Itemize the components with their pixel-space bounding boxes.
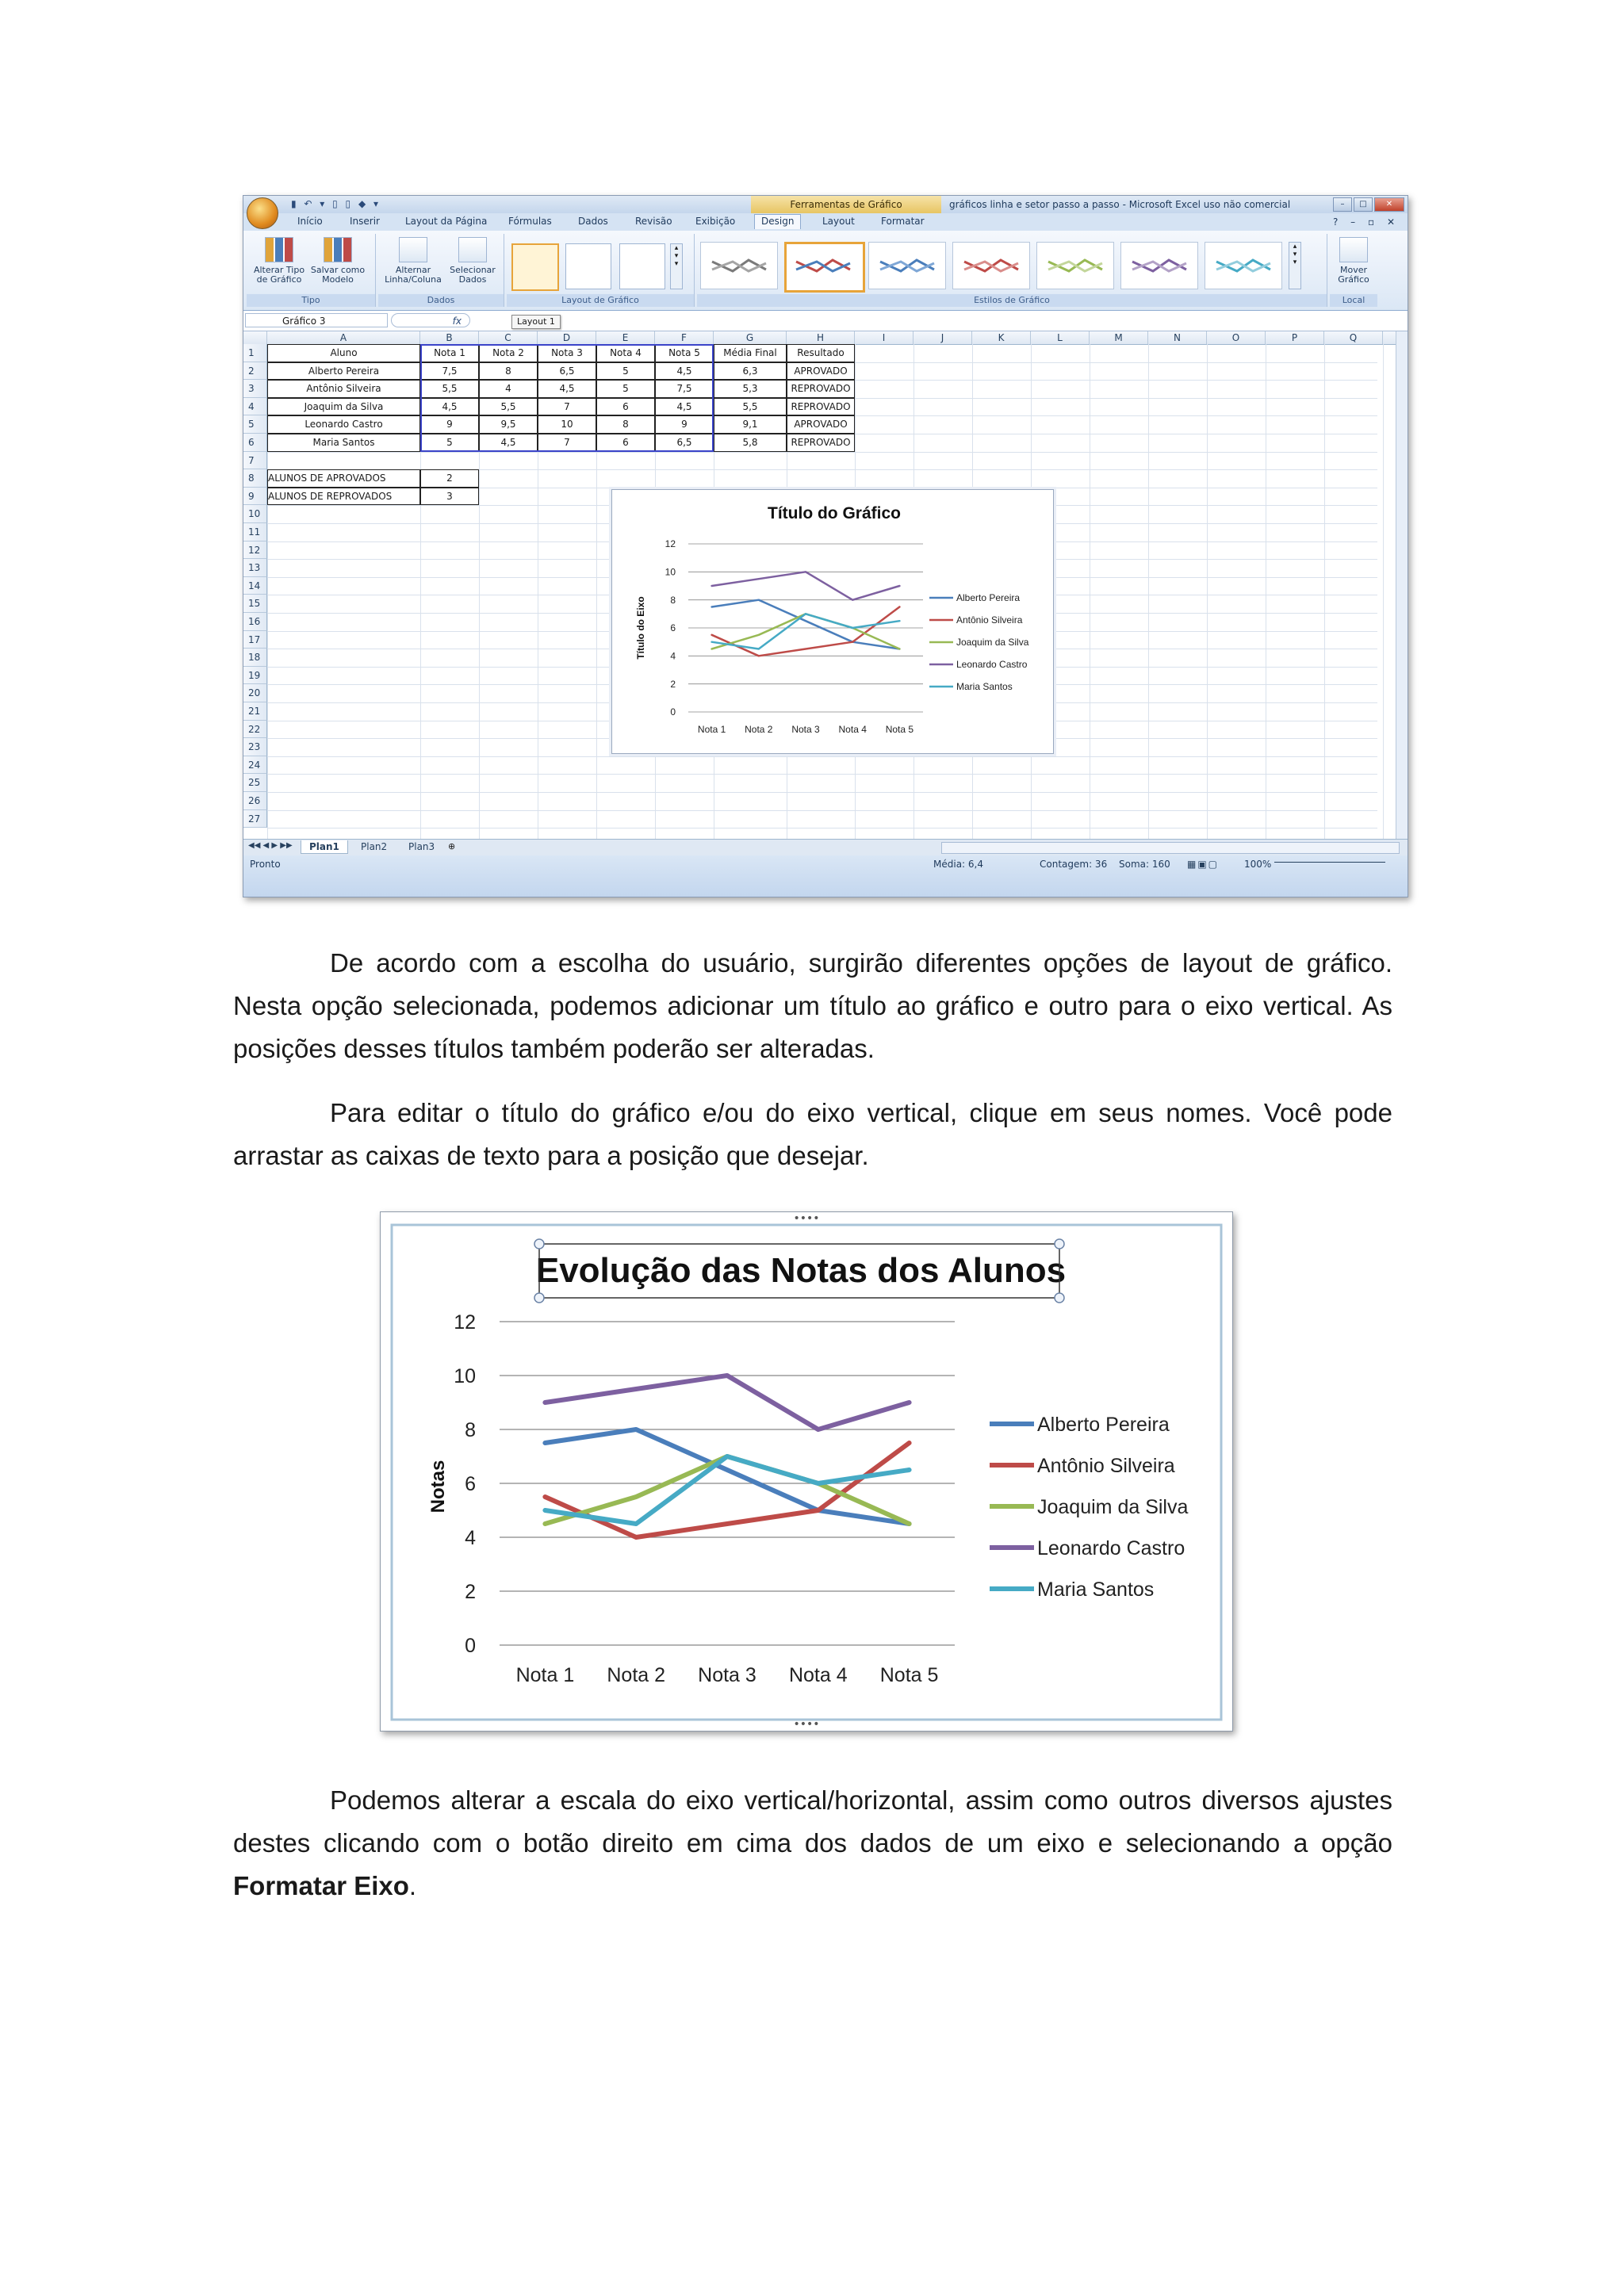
ribbon-group-layout [507, 234, 695, 307]
table-cell[interactable]: 4,5 [420, 398, 479, 416]
x-tick-label: Nota 4 [838, 724, 867, 735]
table-cell[interactable]: 6 [596, 434, 655, 452]
y-tick-label: 4 [670, 650, 676, 662]
y-tick-label: 2 [465, 1580, 476, 1603]
chart-style-3[interactable] [868, 242, 946, 289]
status-ready: Pronto [250, 859, 281, 870]
group-label-local: Local [1330, 294, 1377, 307]
ribbon-group-tipo [247, 234, 376, 307]
row-header[interactable]: 27 [243, 810, 267, 828]
resize-handle-top: •••• [793, 1212, 820, 1225]
row-header[interactable]: 2 [243, 362, 267, 381]
row-header[interactable]: 10 [243, 505, 267, 523]
switch-row-column-button[interactable]: Alternar Linha/Coluna [381, 237, 445, 285]
column-header-row [243, 331, 1396, 345]
chart-layout-2[interactable] [565, 243, 611, 289]
group-label-tipo: Tipo [247, 294, 375, 307]
table-header-cell[interactable]: Nota 3 [538, 344, 596, 362]
table-cell[interactable]: 5 [596, 380, 655, 398]
function-icon[interactable]: fx [391, 313, 470, 327]
x-tick-label: Nota 2 [607, 1664, 666, 1686]
y-tick-label: 8 [465, 1418, 476, 1441]
formula-bar [243, 312, 1408, 331]
sheet-tab-bar [243, 839, 1408, 855]
row-header[interactable]: 26 [243, 792, 267, 810]
chart-title: Título do Gráfico [768, 504, 901, 522]
minimize-icon[interactable]: – [1333, 197, 1352, 212]
table-cell[interactable]: Joaquim da Silva [267, 398, 420, 416]
chart-style-5[interactable] [1036, 242, 1114, 289]
ribbon [243, 231, 1408, 311]
ribbon-group-estilos [697, 234, 1327, 307]
column-header[interactable]: A [267, 331, 420, 344]
table-cell[interactable]: 8 [596, 415, 655, 434]
paragraph-3-text: Podemos alterar a escala do eixo vertical/horizontal, assim como outros diversos ajustes destes clicando com o botão direito em cima dos dados de um eixo e selecionando a opção [233, 1785, 1392, 1858]
gridline [267, 792, 1377, 793]
chart-tools-context-label: Ferramentas de Gráfico [751, 196, 941, 213]
column-header[interactable]: L [1031, 331, 1090, 344]
table-cell[interactable]: 9 [655, 415, 714, 434]
table-cell[interactable]: REPROVADO [787, 380, 855, 398]
legend-label: Alberto Pereira [1037, 1413, 1170, 1436]
table-cell[interactable]: 6,5 [655, 434, 714, 452]
format-axis-label: Formatar Eixo [233, 1871, 409, 1900]
chart-style-6[interactable] [1120, 242, 1198, 289]
quick-access-toolbar[interactable]: ▮ ↶ ▾ ▯ ▯ ◆ ▾ [291, 198, 381, 209]
table-header-cell[interactable]: Média Final [714, 344, 787, 362]
gridline [267, 452, 1377, 453]
row-header[interactable]: 18 [243, 649, 267, 667]
vertical-scrollbar[interactable] [1396, 331, 1408, 839]
x-tick-label: Nota 5 [885, 724, 914, 735]
y-tick-label: 0 [465, 1634, 476, 1657]
excel-screenshot [243, 195, 1408, 897]
x-tick-label: Nota 1 [515, 1664, 575, 1686]
paragraph-3 [233, 1779, 1392, 1908]
y-tick-label: 10 [665, 566, 676, 578]
zoom-slider[interactable] [1274, 862, 1385, 871]
legend-label: Alberto Pereira [956, 592, 1021, 604]
table-cell[interactable]: Leonardo Castro [267, 415, 420, 434]
save-as-template-button[interactable]: Salvar como Modelo [310, 237, 366, 285]
table-cell[interactable]: 6,5 [538, 362, 596, 381]
legend-label: Antônio Silveira [1037, 1454, 1175, 1477]
tab-inserir[interactable]: Inserir [350, 216, 380, 227]
table-cell[interactable]: APROVADO [787, 362, 855, 381]
column-header[interactable]: P [1266, 331, 1324, 344]
tab-formulas[interactable]: Fórmulas [508, 216, 552, 227]
gridline [1383, 344, 1384, 839]
tab-layout[interactable]: Layout [822, 216, 855, 227]
group-label-estilos: Estilos de Gráfico [697, 294, 1327, 307]
table-cell[interactable]: 7 [538, 398, 596, 416]
name-box[interactable]: Gráfico 3 [245, 313, 388, 327]
row-header[interactable]: 16 [243, 613, 267, 631]
column-header[interactable]: C [479, 331, 538, 344]
table-cell[interactable]: 5 [596, 362, 655, 381]
y-tick-label: 8 [670, 594, 676, 606]
tab-dados[interactable]: Dados [578, 216, 608, 227]
summary-cell[interactable]: ALUNOS DE REPROVADOS [267, 488, 420, 506]
x-tick-label: Nota 4 [788, 1664, 848, 1686]
row-header[interactable]: 17 [243, 631, 267, 649]
table-header-cell[interactable]: Nota 1 [420, 344, 479, 362]
row-header[interactable]: 15 [243, 595, 267, 613]
column-header[interactable]: N [1148, 331, 1207, 344]
table-cell[interactable]: 9 [420, 415, 479, 434]
legend-label: Leonardo Castro [1037, 1536, 1185, 1559]
title-bar [243, 196, 1408, 213]
ribbon-group-dados [378, 234, 504, 307]
group-label-dados: Dados [378, 294, 504, 307]
gridline [267, 810, 1377, 811]
x-tick-label: Nota 3 [698, 1664, 756, 1686]
table-cell[interactable]: 7 [538, 434, 596, 452]
summary-cell[interactable]: 2 [420, 469, 479, 488]
table-cell[interactable]: Alberto Pereira [267, 362, 420, 381]
table-cell[interactable]: 4 [479, 380, 538, 398]
tab-formatar[interactable]: Formatar [881, 216, 925, 227]
table-cell[interactable]: 8 [479, 362, 538, 381]
help-icon[interactable]: ? – ▫ ✕ [1333, 216, 1400, 228]
y-axis-title: Título do Eixo [635, 596, 646, 660]
row-header[interactable]: 8 [243, 469, 267, 488]
sheet-tab-plan2[interactable]: Plan2 [361, 841, 388, 852]
gridline [267, 774, 1377, 775]
chart-style-2[interactable] [784, 242, 865, 293]
office-button[interactable] [247, 197, 278, 229]
row-header[interactable]: 6 [243, 434, 267, 452]
sheet-tab-plan3[interactable]: Plan3 [408, 841, 435, 852]
row-header[interactable]: 21 [243, 702, 267, 721]
column-header[interactable]: H [787, 331, 855, 344]
column-header[interactable]: D [538, 331, 596, 344]
y-tick-label: 4 [465, 1526, 476, 1549]
legend-label: Leonardo Castro [956, 659, 1028, 671]
column-header[interactable]: F [655, 331, 714, 344]
y-tick-label: 10 [454, 1364, 476, 1387]
table-cell[interactable]: 5,5 [479, 398, 538, 416]
row-header[interactable]: 11 [243, 523, 267, 541]
table-cell[interactable]: 5,5 [714, 398, 787, 416]
column-header[interactable]: G [714, 331, 787, 344]
window-title: gráficos linha e setor passo a passo - Microsoft Excel uso não comercial [949, 199, 1291, 210]
gridline [267, 756, 1377, 757]
status-sum: Soma: 160 [1119, 859, 1170, 870]
row-header[interactable]: 5 [243, 415, 267, 434]
status-average: Média: 6,4 [933, 859, 983, 870]
table-cell[interactable]: REPROVADO [787, 398, 855, 416]
column-header[interactable]: J [914, 331, 972, 344]
group-label-layout: Layout de Gráfico [507, 294, 694, 307]
selection-handle [1055, 1239, 1064, 1249]
table-cell[interactable]: 6,3 [714, 362, 787, 381]
large-chart[interactable] [380, 1211, 1233, 1732]
sheet-nav-arrows[interactable]: ◀◀ ◀ ▶ ▶▶ [248, 841, 293, 850]
selection-handle [1055, 1293, 1064, 1303]
ribbon-tabs [243, 213, 1408, 231]
tab-exibicao[interactable]: Exibição [695, 216, 736, 227]
table-cell[interactable]: Maria Santos [267, 434, 420, 452]
switch-row-column-icon [399, 237, 427, 262]
row-header[interactable]: 3 [243, 380, 267, 398]
x-tick-label: Nota 5 [879, 1664, 939, 1686]
table-header-cell[interactable]: Aluno [267, 344, 420, 362]
paragraph-2 [233, 1092, 1392, 1177]
small-chart[interactable] [611, 489, 1054, 754]
layout-tooltip: Layout 1 [511, 315, 561, 329]
table-cell[interactable]: Antônio Silveira [267, 380, 420, 398]
row-header[interactable]: 4 [243, 398, 267, 416]
chart-style-4[interactable] [952, 242, 1030, 289]
legend-label: Joaquim da Silva [1037, 1495, 1189, 1518]
row-header[interactable]: 25 [243, 774, 267, 792]
table-header-cell[interactable]: Resultado [787, 344, 855, 362]
resize-handle-bottom: •••• [793, 1718, 820, 1731]
move-chart-button[interactable]: Mover Gráfico [1333, 237, 1374, 285]
tab-inicio[interactable]: Início [297, 216, 323, 227]
change-chart-type-button[interactable]: Alterar Tipo de Gráfico [251, 237, 307, 285]
status-bar [243, 855, 1408, 897]
chart-style-7[interactable] [1205, 242, 1282, 289]
legend-label: Joaquim da Silva [956, 637, 1029, 649]
legend-label: Maria Santos [956, 681, 1013, 693]
close-icon[interactable]: ✕ [1374, 197, 1404, 212]
column-header[interactable]: O [1207, 331, 1266, 344]
move-chart-icon [1339, 237, 1368, 262]
legend-label: Maria Santos [1037, 1578, 1155, 1601]
table-cell[interactable]: 5,5 [420, 380, 479, 398]
legend-label: Antônio Silveira [956, 614, 1023, 626]
chart-layout-1[interactable] [511, 243, 559, 291]
chart-style-1[interactable] [700, 242, 778, 289]
column-header[interactable]: K [972, 331, 1031, 344]
tab-revisao[interactable]: Revisão [635, 216, 672, 227]
table-cell[interactable]: 9,5 [479, 415, 538, 434]
column-header[interactable]: B [420, 331, 479, 344]
table-header-cell[interactable]: Nota 4 [596, 344, 655, 362]
table-cell[interactable]: 5,8 [714, 434, 787, 452]
y-tick-label: 6 [465, 1472, 476, 1495]
row-header[interactable]: 7 [243, 452, 267, 470]
gridline [1148, 344, 1149, 839]
x-tick-label: Nota 2 [745, 724, 773, 735]
row-header[interactable]: 20 [243, 684, 267, 702]
ribbon-group-local [1330, 234, 1377, 307]
row-header[interactable]: 13 [243, 559, 267, 577]
row-header[interactable]: 12 [243, 541, 267, 560]
table-cell[interactable]: 9,1 [714, 415, 787, 434]
paragraph-1 [233, 942, 1392, 1070]
table-cell[interactable]: 10 [538, 415, 596, 434]
row-header[interactable]: 9 [243, 488, 267, 506]
y-tick-label: 12 [665, 538, 676, 550]
layout-gallery-scroll[interactable]: ▴ ▾ ▾ [670, 243, 683, 289]
table-header-cell[interactable]: Nota 2 [479, 344, 538, 362]
gridline [1324, 344, 1325, 839]
select-data-button[interactable]: Selecionar Dados [446, 237, 499, 285]
table-cell[interactable]: 4,5 [538, 380, 596, 398]
table-cell[interactable]: 6 [596, 398, 655, 416]
view-buttons[interactable]: ▦▣▢ [1187, 859, 1220, 870]
table-cell[interactable]: 7,5 [655, 380, 714, 398]
x-tick-label: Nota 1 [697, 724, 726, 735]
y-tick-label: 2 [670, 678, 676, 690]
selection-handle [534, 1239, 544, 1249]
table-cell[interactable]: 5 [420, 434, 479, 452]
summary-cell[interactable]: 3 [420, 488, 479, 506]
y-axis-title: Notas [427, 1460, 449, 1513]
table-header-cell[interactable]: Nota 5 [655, 344, 714, 362]
style-gallery-scroll[interactable]: ▴ ▾ ▾ [1289, 242, 1301, 289]
table-cell[interactable]: 5,3 [714, 380, 787, 398]
table-cell[interactable]: APROVADO [787, 415, 855, 434]
tab-design[interactable]: Design [754, 214, 801, 229]
bar-chart-icon [265, 237, 293, 262]
y-tick-label: 6 [670, 622, 676, 634]
select-data-icon [458, 237, 487, 262]
insert-sheet-icon[interactable]: ⊕ [448, 841, 456, 851]
paragraph-3-end: . [408, 1871, 417, 1900]
horizontal-scrollbar[interactable] [941, 842, 1400, 854]
sheet-tab-plan1[interactable]: Plan1 [301, 840, 348, 854]
row-header[interactable]: 19 [243, 667, 267, 685]
template-chart-icon [324, 237, 352, 262]
column-header[interactable]: E [596, 331, 655, 344]
chart-title: Evolução das Notas dos Alunos [535, 1251, 1067, 1290]
window-controls [1333, 197, 1404, 212]
column-header[interactable]: Q [1324, 331, 1383, 344]
row-header[interactable]: 23 [243, 738, 267, 756]
tab-layout-pagina[interactable]: Layout da Página [405, 216, 488, 227]
zoom-level[interactable]: 100% [1244, 859, 1272, 870]
select-all-corner[interactable] [243, 331, 267, 344]
x-tick-label: Nota 3 [791, 724, 820, 735]
column-header[interactable]: M [1090, 331, 1148, 344]
gridline [1207, 344, 1208, 839]
column-header[interactable]: I [855, 331, 914, 344]
row-header[interactable]: 24 [243, 756, 267, 775]
table-cell[interactable]: 7,5 [420, 362, 479, 381]
y-tick-label: 0 [670, 706, 676, 718]
table-cell[interactable]: 4,5 [655, 362, 714, 381]
table-cell[interactable]: 4,5 [479, 434, 538, 452]
summary-cell[interactable]: ALUNOS DE APROVADOS [267, 469, 420, 488]
row-header[interactable]: 14 [243, 577, 267, 595]
paragraph-1-text: De acordo com a escolha do usuário, surgirão diferentes opções de layout de gráfico. Nesta opção selecionada, podemos adicionar um título ao gráfico e outro para o eixo vertical. As posições desses títulos também poderão ser alteradas. [233, 948, 1392, 1063]
maximize-icon[interactable]: □ [1354, 197, 1373, 212]
paragraph-2-text: Para editar o título do gráfico e/ou do eixo vertical, clique em seus nomes. Você pode arrastar as caixas de texto para a posição que desejar. [233, 1098, 1392, 1170]
y-tick-label: 12 [454, 1311, 476, 1334]
row-header[interactable]: 22 [243, 721, 267, 739]
table-cell[interactable]: 4,5 [655, 398, 714, 416]
row-header[interactable]: 1 [243, 344, 267, 362]
status-count: Contagem: 36 [1040, 859, 1108, 870]
table-cell[interactable]: REPROVADO [787, 434, 855, 452]
chart-layout-3[interactable] [619, 243, 665, 289]
selection-handle [534, 1293, 544, 1303]
